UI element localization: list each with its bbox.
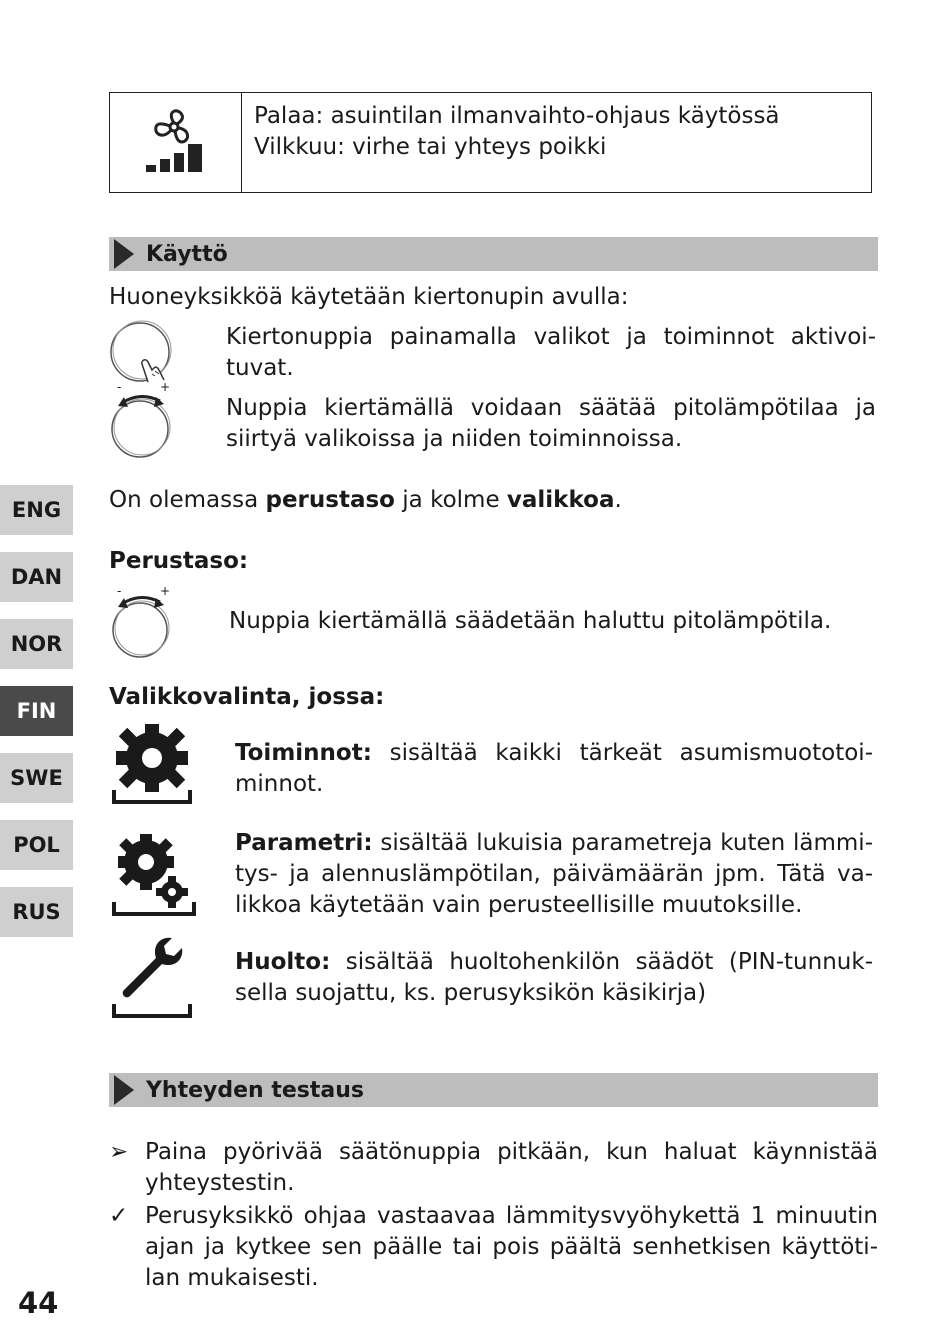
status-text-cell — [242, 93, 871, 192]
levels-sentence — [109, 485, 878, 516]
kaytto-intro: Huoneyksikköä käytetään kiertonupin avulla: — [109, 284, 629, 310]
status-table — [109, 92, 872, 193]
status-icon-cell — [110, 93, 242, 192]
language-tab-swe[interactable] — [0, 753, 73, 803]
wrench-service-icon — [110, 934, 194, 1020]
knob-press-icon — [108, 320, 176, 386]
language-tab-rus[interactable] — [0, 887, 73, 937]
menu-parametri-label: Parametri: — [235, 830, 373, 856]
menu-heading: Valikkovalinta, jossa: — [109, 684, 385, 710]
knob-rotate-text: Nuppia kiertämällä voidaan säätää pitolämpötilaa ja siirtyä valikoissa ja niiden toiminnoissa. — [226, 395, 876, 452]
language-tab-pol[interactable] — [0, 820, 73, 870]
section-header-testaus — [109, 1073, 878, 1107]
language-tab-label: POL — [13, 833, 60, 857]
levels-pre: On olemassa — [109, 487, 266, 513]
knob-minus-label: - — [117, 584, 122, 598]
language-tab-label: NOR — [10, 632, 63, 656]
list-item — [109, 1137, 878, 1199]
menu-parametri — [235, 828, 873, 921]
language-tab-nor[interactable] — [0, 619, 73, 669]
language-tab-eng[interactable] — [0, 485, 73, 535]
menu-huolto — [235, 947, 873, 1009]
knob-rotate-icon — [108, 588, 176, 662]
levels-bold-perustaso: perustaso — [265, 487, 395, 513]
knob-plus-label: + — [160, 584, 171, 598]
section-header-kaytto — [109, 237, 878, 271]
language-tab-label: DAN — [10, 565, 63, 589]
menu-toiminnot-text: sisältää kaikki tärkeät asumismuototoi-minnot. — [235, 740, 873, 797]
list-item — [109, 1201, 878, 1294]
levels-bold-valikkoa: valikkoa — [506, 487, 615, 513]
language-tab-dan[interactable] — [0, 552, 73, 602]
menu-toiminnot — [235, 738, 873, 800]
section-title: Yhteyden testaus — [146, 1077, 365, 1103]
section-title: Käyttö — [146, 241, 228, 267]
menu-toiminnot-label: Toiminnot: — [235, 740, 372, 766]
levels-mid: ja kolme — [394, 487, 507, 513]
gear-menu-icon — [110, 722, 194, 806]
menu-huolto-label: Huolto: — [235, 949, 331, 975]
language-tab-fin[interactable] — [0, 686, 73, 736]
knob-rotate-icon — [108, 385, 176, 459]
list-item-text: Perusyksikkö ohjaa vastaavaa lämmitysvyöhykettä 1 minuutin ajan ja kytkee sen päälle tai pois päältä senhetkisen käyttöti-lan mukaisesti. — [145, 1203, 878, 1291]
arrow-bullet-icon: ➢ — [109, 1139, 129, 1165]
checkmark-bullet-icon: ✓ — [109, 1203, 129, 1229]
knob-press-text: Kiertonuppia painamalla valikot ja toiminnot aktivoi-tuvat. — [226, 324, 876, 381]
knob-minus-label: - — [117, 380, 122, 394]
status-line-blink: Vilkkuu: virhe tai yhteys poikki — [254, 134, 607, 160]
section-arrow-icon — [114, 239, 134, 269]
menu-huolto-text: sisältää huoltohenkilön säädöt (PIN-tunnuk-sella suojattu, ks. perusyksikön käsikirja) — [235, 949, 873, 1006]
language-tab-label: ENG — [11, 498, 62, 522]
levels-post: . — [614, 487, 622, 513]
knob-plus-label: + — [160, 380, 171, 394]
list-item-text: Paina pyörivää säätönuppia pitkään, kun haluat käynnistää yhteystestin. — [145, 1139, 878, 1196]
language-tab-label: FIN — [16, 699, 57, 723]
page-number: 44 — [18, 1286, 59, 1320]
section-arrow-icon — [114, 1075, 134, 1105]
language-tab-label: RUS — [12, 900, 61, 924]
status-line-on: Palaa: asuintilan ilmanvaihto-ohjaus käytössä — [254, 103, 780, 129]
language-tab-label: SWE — [10, 766, 63, 790]
perustaso-text: Nuppia kiertämällä säädetään haluttu pitolämpötila. — [229, 608, 832, 634]
perustaso-heading: Perustaso: — [109, 548, 249, 574]
ventilation-fan-signal-icon — [144, 105, 208, 175]
gears-parameter-icon — [110, 832, 198, 918]
menu-parametri-text: sisältää lukuisia parametreja kuten lämmi-tys- ja alennuslämpötilan, päivämäärän jpm. Tätä va-likkoa käytetään vain perusteellisille muutoksille. — [235, 830, 873, 918]
